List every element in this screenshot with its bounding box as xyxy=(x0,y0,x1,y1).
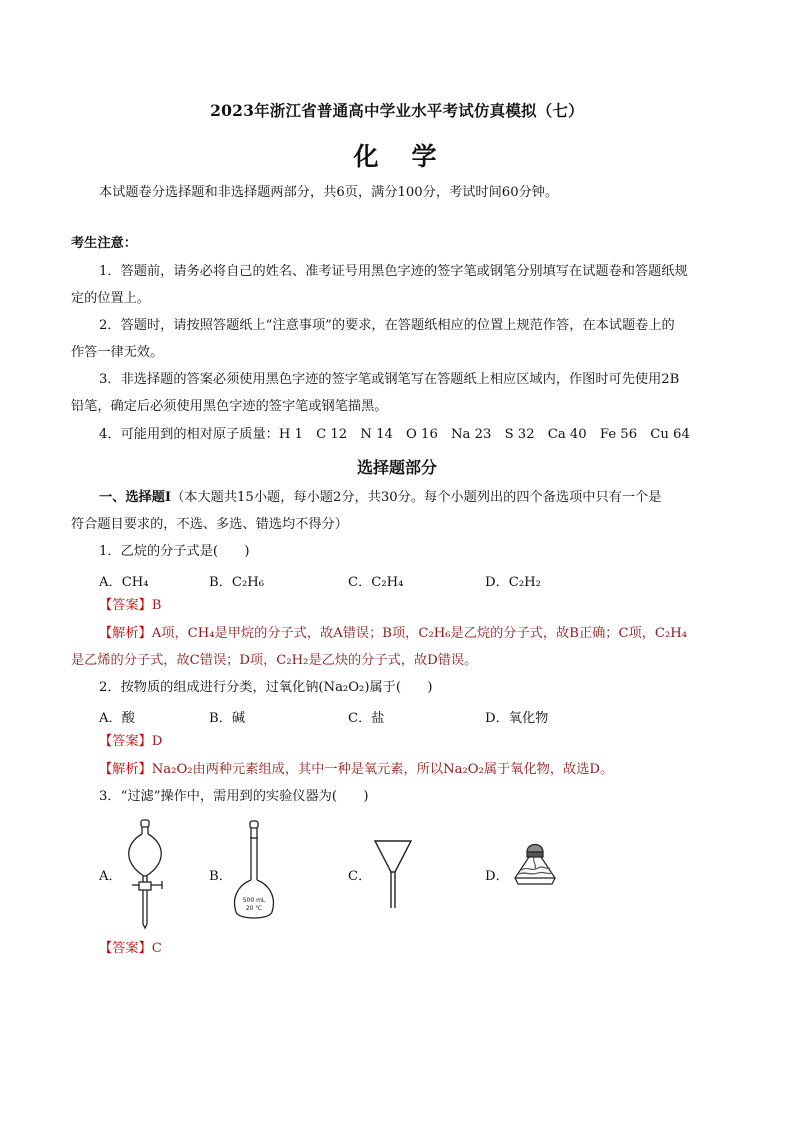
notice-item-1-line-2: 定的位置上。 xyxy=(71,291,151,306)
q1-option-d: D．C₂H₂ xyxy=(485,575,541,590)
q1-stem: 1．乙烷的分子式是( ) xyxy=(99,544,250,559)
q1-answer xyxy=(99,598,161,614)
q2-option-b: B．碱 xyxy=(209,711,246,726)
notice-item-2-line-1: 2．答题时，请按照答题纸上“注意事项”的要求，在答题纸相应的位置上规范作答，在本试题卷上的 xyxy=(99,318,675,333)
funnel-icon xyxy=(373,838,413,912)
q2-analysis-tag: 【解析】 xyxy=(99,762,152,777)
flask-label-volume: 500 mL xyxy=(242,897,266,904)
part1-heading-rest: （本大题共15小题，每小题2分，共30分。每个小题列出的四个备选项中只有一个是 xyxy=(171,490,662,505)
exam-title: 2023年浙江省普通高中学业水平考试仿真模拟（七） xyxy=(210,101,584,120)
q3-option-b: B． xyxy=(209,869,232,884)
notice-item-3-line-1: 3．非选择题的答案必须使用黑色字迹的签字笔或钢笔写在答题纸上相应区域内，作图时可先使用2B xyxy=(99,372,680,387)
q1-analysis-line-2: 是乙烯的分子式，故C错误；D项，C₂H₂是乙炔的分子式，故D错误。 xyxy=(71,653,478,668)
q2-analysis-text: Na₂O₂由两种元素组成，其中一种是氧元素，所以Na₂O₂属于氧化物，故选D。 xyxy=(151,762,614,777)
q3-option-d: D． xyxy=(485,869,509,884)
q2-answer xyxy=(99,734,162,750)
subject-title: 化 学 xyxy=(353,142,441,171)
q2-option-c: C．盐 xyxy=(348,711,385,726)
q2-analysis xyxy=(99,762,613,778)
notice-item-4: 4．可能用到的相对原子质量：H 1 C 12 N 14 O 16 Na 23 S 32 Ca 40 Fe 56 Cu 64 xyxy=(99,427,690,442)
part1-heading xyxy=(99,490,661,506)
q2-answer-value: D xyxy=(151,734,163,749)
q2-stem: 2．按物质的组成进行分类，过氧化钠(Na₂O₂)属于( ) xyxy=(99,680,433,695)
q1-option-c: C．C₂H₄ xyxy=(348,575,404,590)
notice-item-2-line-2: 作答一律无效。 xyxy=(71,345,164,360)
q3-option-c: C． xyxy=(348,869,372,884)
alcohol-lamp-icon xyxy=(510,838,560,890)
q3-answer xyxy=(99,941,162,957)
notice-item-3-line-2: 铅笔，确定后必须使用黑色字迹的签字笔或钢笔描黑。 xyxy=(71,399,388,414)
notice-item-1-line-1: 1．答题前，请务必将自己的姓名、准考证号用黑色字迹的签字笔或钢笔分别填写在试题卷和答题纸规 xyxy=(99,264,688,279)
q2-option-d: D．氧化物 xyxy=(485,711,549,726)
section-title: 选择题部分 xyxy=(356,458,437,477)
q1-analysis-line-1 xyxy=(99,626,687,642)
q1-option-b: B．C₂H₆ xyxy=(209,575,265,590)
q1-option-a: A．CH₄ xyxy=(99,575,149,590)
q2-option-a: A．酸 xyxy=(99,711,135,726)
notice-heading: 考生注意： xyxy=(71,236,137,251)
volumetric-flask-icon xyxy=(230,820,280,924)
q1-analysis-tag: 【解析】 xyxy=(99,626,152,641)
q3-answer-value: C xyxy=(151,941,162,956)
part1-heading-line-2: 符合题目要求的，不选、多选、错选均不得分） xyxy=(71,517,348,532)
q1-answer-value: B xyxy=(151,598,162,613)
q3-answer-tag: 【答案】 xyxy=(99,941,152,956)
q3-stem: 3．“过滤”操作中，需用到的实验仪器为( ) xyxy=(99,789,369,804)
q1-answer-tag: 【答案】 xyxy=(99,598,152,613)
intro-text: 本试题卷分选择题和非选择题两部分，共6页，满分100分，考试时间60分钟。 xyxy=(99,185,559,200)
q1-analysis-text-1: A项，CH₄是甲烷的分子式，故A错误；B项，C₂H₆是乙烷的分子式，故B正确；C项，C₂H₄ xyxy=(151,626,688,641)
part1-heading-bold: 一、选择题Ⅰ xyxy=(99,490,172,505)
q2-answer-tag: 【答案】 xyxy=(99,734,152,749)
q3-option-a: A． xyxy=(99,869,122,884)
separatory-funnel-icon xyxy=(122,818,172,930)
flask-label-temperature: 20 ℃ xyxy=(245,905,263,912)
